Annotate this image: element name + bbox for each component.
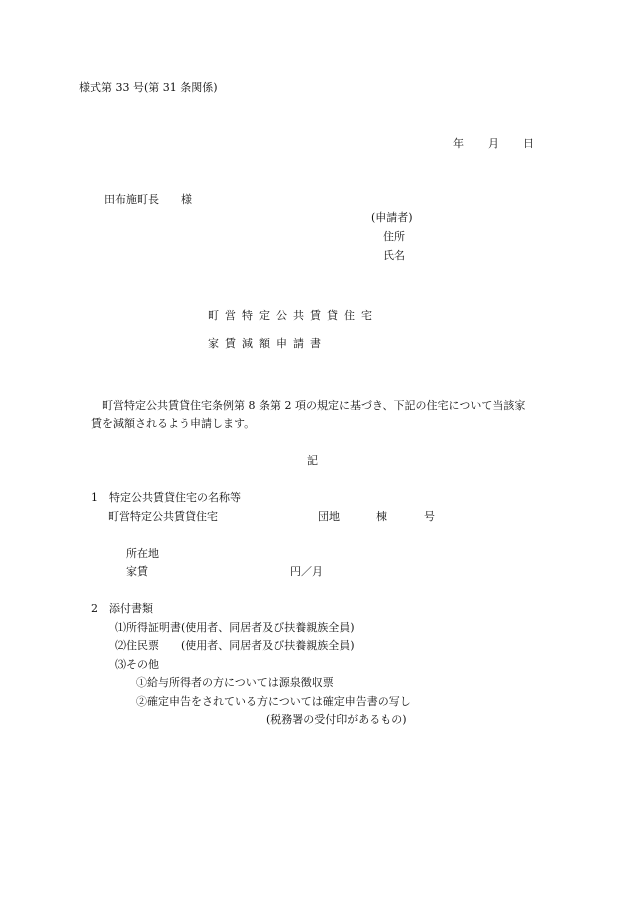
applicant-address-label: 住所 xyxy=(383,230,405,243)
applicant-label: (申請者) xyxy=(371,211,413,224)
addressee: 田布施町長 様 xyxy=(104,193,192,206)
ki-heading: 記 xyxy=(307,454,318,467)
location-label: 所在地 xyxy=(126,547,159,560)
attachment-item-3: ⑶その他 xyxy=(115,658,159,671)
attachment-item-2: ⑵住民票 (使用者、同居者及び扶養親族全員) xyxy=(115,639,355,652)
tou-label: 棟 xyxy=(376,510,387,523)
date-day-label: 日 xyxy=(523,137,534,150)
housing-name-label: 町営特定公共賃貸住宅 xyxy=(108,510,218,523)
body-text-line2: 賃を減額されるよう申請します。 xyxy=(91,417,256,430)
document-title-line2: 家賃減額申請書 xyxy=(208,337,327,350)
attachment-item-1: ⑴所得証明書(使用者、同居者及び扶養親族全員) xyxy=(115,621,355,634)
rent-unit-label: 円／月 xyxy=(290,565,323,578)
body-text-line1: 町営特定公共賃貸住宅条例第 8 条第 2 項の規定に基づき、下記の住宅について当該家 xyxy=(102,399,526,412)
document-title-line1: 町営特定公共賃貸住宅 xyxy=(208,309,378,322)
danchi-label: 団地 xyxy=(318,510,340,523)
date-year-label: 年 xyxy=(453,137,464,150)
applicant-name-label: 氏名 xyxy=(383,249,405,262)
date-month-label: 月 xyxy=(488,137,499,150)
attachment-sub-item-2-note: (税務署の受付印があるもの) xyxy=(266,713,407,726)
section2-heading: 2 添付書類 xyxy=(91,602,153,615)
attachment-sub-item-1: ①給与所得者の方については源泉徴収票 xyxy=(136,676,334,689)
form-number: 様式第 33 号(第 31 条関係) xyxy=(79,81,218,94)
gou-label: 号 xyxy=(424,510,435,523)
section1-heading: 1 特定公共賃貸住宅の名称等 xyxy=(91,491,241,504)
rent-label: 家賃 xyxy=(126,565,148,578)
attachment-sub-item-2: ②確定申告をされている方については確定申告書の写し xyxy=(136,695,411,708)
